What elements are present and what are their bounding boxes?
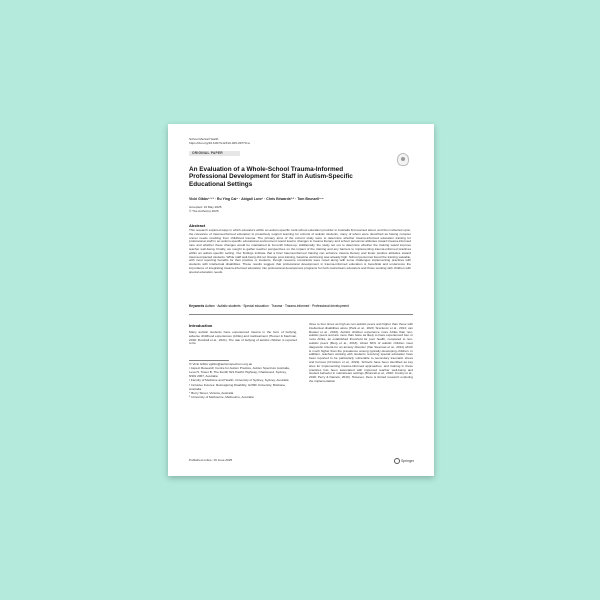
springer-icon [394,458,400,464]
affiliation-item: ⁴ Berry Street, Victoria, Australia [189,390,234,395]
author-list: Vicki Gibbs¹·²·³ · Ru Ying Cai⁴ · Abigail Love¹ · Chris Edwards²·³ · Tom Brunzell⁵·⁶ [189,197,324,201]
journal-name: School Mental Health [189,137,219,141]
affiliation-item: ² Faculty of Medicine and Health, University of Sydney, Sydney, Australia [189,378,289,383]
affiliation-item: ¹ Aspect Research Centre for Autism Practice, Autism Spectrum Australia, Level 5, Tower B, The Zenith 821 Pacific Highway, Chatswood, Sydney, NSW 2067, Australia [189,366,290,378]
affiliation-item: ³ Inclusive Futures: Reimagining Disability, Griffith University, Brisbane, Australia [189,382,286,391]
introduction-text-continued: three to four times as high as non-autistic peers and higher than those with intellectual disabilities alone (Park et al., 2020; Sreckovic et al., 2014; van Roekel et al., 2010). Autistic children experience more ACEs than non-autistic peers and are more than twice as likely to have experienced four or more ACEs, an established threshold for poor health, compared to non-autistic peers (Berg et al., 2016). About 60% of autistic children meet diagnostic criteria for an anxiety disorder (Van Steensel et al., 2011) which is much higher than the prevalence among typically developing children. In addition, teachers working with students receiving special education have been reported to be particularly vulnerable to secondary traumatic stress and burnout (Ormiston et al., 2022). Schools have been identified as key sites for implementing trauma-informed approaches, and training in these practices has been associated with improved teacher well-being and student behavior in mainstream settings (Brunzell et al., 2022; Crosby et al., 2018; Perry & Daniels, 2016). However, there is limited research exploring the implementation [309,322,413,383]
keywords [189,304,411,308]
affiliations [189,363,293,401]
article-type-badge: ORIGINAL PAPER [189,151,240,156]
abstract-text: This research explored ways in which educators within an autism-specific multi-school education provider in Australia first learned about, and then reflected upon, the relevance of trauma-informed education to proactively support learning for cohorts of autistic students, many of whom were described as having complex unmet needs resulting from childhood trauma. The primary aims of the current study were to determine whether trauma-informed education training for professional staff in an autism-specific educational environment would lead to changes in trauma literacy and school personnel attitudes toward trauma-informed care and whether these changes would be maintained at 9-month follow-up. Additionally, the study set out to determine whether the training would improve teacher well-being. Finally, we sought to gather teacher perspectives on the impact of the training and any barriers to implementing trauma-informed practices within an autism-specific setting. Our findings indicate that a brief trauma-informed training can enhance trauma literacy and foster positive attitudes toward trauma-impacted students. While staff well-being did not change post-training, baseline well-being was already high. School personnel found the training valuable, with most reporting benefits for their practice or students, though resource constraints were noted along with some challenges implementing practices with students with intellectual disabilities. These results suggest that professional development in trauma-informed education is beneficial and underscore the importance of integrating trauma-informed education into professional development programs for both mainstream educators and those working with children with special education needs. [189,228,411,274]
journal-header [189,138,250,146]
publisher-logo [394,458,414,464]
published-date: Published online: 16 June 2025 [189,458,233,462]
publisher-name: Springer [401,458,414,463]
introduction-text: Many autistic students have experienced trauma in the form of bullying, adverse childhood experiences (ACEs) and maltreatment (Hoover & Kaufman, 2018; Rumball et al., 2021). The rate of bullying of autistic children is reported to be [189,330,297,346]
affiliation-divider [189,360,229,361]
introduction-heading: Introduction [189,323,213,328]
paper-page [168,124,434,476]
affiliation-item: ✉ Vicki Gibbs vgibbs@autismspectrum.org.au [189,362,253,366]
keywords-list: Autism · Autistic students · Special education · Trauma · Trauma-informed · Professional development [204,304,349,308]
doi-link[interactable]: https://doi.org/10.1007/s12310-025-09770-w [189,140,250,145]
dates [189,206,222,214]
divider [189,314,413,315]
accepted-date: Accepted: 16 May 2025 [189,205,222,209]
crossmark-icon[interactable] [397,153,409,166]
keywords-label: Keywords [189,304,205,308]
paper-title: An Evaluation of a Whole-School Trauma-Informed Professional Development for Staff in Autism-Specific Educational Settings [189,166,353,188]
abstract-heading: Abstract [189,223,206,228]
copyright: © The Author(s) 2025 [189,208,219,213]
affiliation-item: ⁵ University of Melbourne, Melbourne, Australia [189,395,254,400]
